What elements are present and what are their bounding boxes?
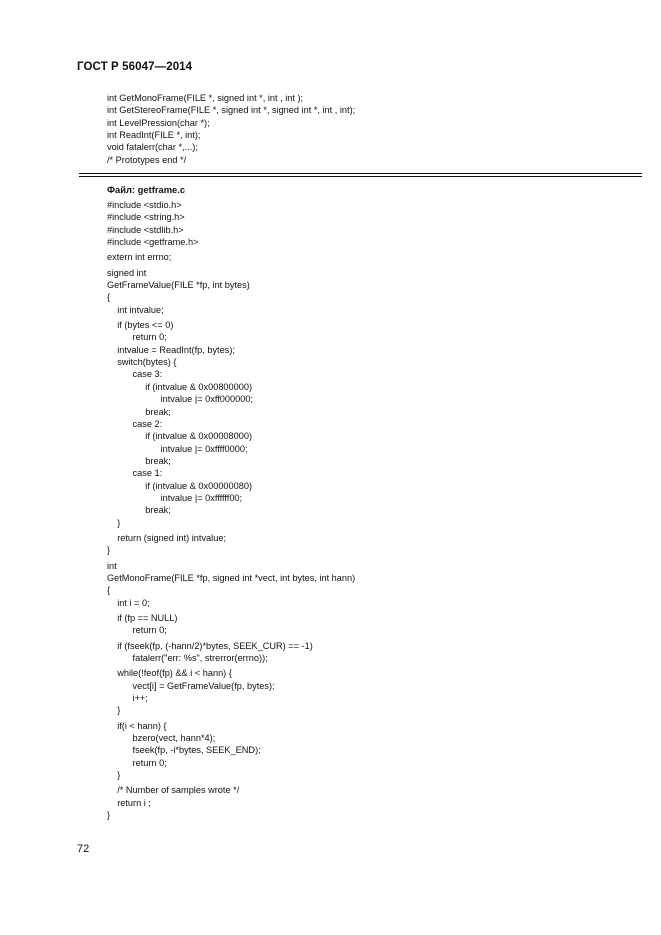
- code-line: /* Number of samples wrote */: [107, 785, 240, 796]
- code-line: int intvalue;: [107, 304, 164, 315]
- section-divider-bottom: [79, 176, 642, 177]
- code-line: void fatalerr(char *,...);: [107, 142, 198, 153]
- code-line: #include <stdlib.h>: [107, 224, 184, 235]
- code-line: int i = 0;: [107, 597, 150, 608]
- code-line: return (signed int) intvalue;: [107, 532, 226, 543]
- code-line: /* Prototypes end */: [107, 154, 187, 165]
- code-line: signed int: [107, 267, 147, 278]
- code-line: case 1:: [107, 468, 163, 479]
- document-header: ГОСТ Р 56047—2014: [77, 61, 193, 73]
- prototype-code-block: [107, 92, 355, 166]
- code-line: return i ;: [107, 797, 151, 808]
- code-line: intvalue = ReadInt(fp, bytes);: [107, 344, 235, 355]
- code-line: break;: [107, 455, 171, 466]
- code-line: while(!feof(fp) && i < hann) {: [107, 668, 232, 679]
- code-line: extern int errno;: [107, 252, 172, 263]
- code-line: case 3:: [107, 369, 163, 380]
- code-line: i++;: [107, 693, 148, 704]
- code-line: }: [107, 705, 121, 716]
- page-number: 72: [77, 843, 90, 855]
- code-line: return 0;: [107, 332, 167, 343]
- code-line: switch(bytes) {: [107, 357, 177, 368]
- code-line: int ReadInt(FILE *, int);: [107, 130, 201, 141]
- code-line: if (intvalue & 0x00000080): [107, 480, 253, 491]
- code-line: return 0;: [107, 757, 167, 768]
- code-line: }: [107, 517, 121, 528]
- code-line: if (intvalue & 0x00800000): [107, 381, 253, 392]
- code-line: }: [107, 810, 111, 821]
- code-line: }: [107, 770, 121, 781]
- code-line: if (fseek(fp, (-hann/2)*bytes, SEEK_CUR) == -1): [107, 640, 313, 651]
- code-line: GetMonoFrame(FILE *fp, signed int *vect, int bytes, int hann): [107, 572, 356, 583]
- code-line: int GetMonoFrame(FILE *, signed int *, int , int );: [107, 93, 304, 103]
- code-line: }: [107, 545, 111, 556]
- code-line: #include <getframe.h>: [107, 237, 199, 248]
- code-line: fseek(fp, -i*bytes, SEEK_END);: [107, 745, 261, 756]
- code-line: if (fp == NULL): [107, 613, 178, 623]
- section-divider-top: [79, 173, 642, 174]
- code-line: break;: [107, 406, 171, 417]
- code-line: intvalue |= 0xffff0000;: [107, 443, 248, 454]
- code-line: case 2:: [107, 418, 163, 429]
- code-line: int LevelPression(char *);: [107, 117, 210, 128]
- code-line: if(i < hann) {: [107, 720, 167, 731]
- code-line: return 0;: [107, 625, 167, 636]
- file-section-title: Файл: getframe.c: [107, 184, 186, 195]
- code-line: GetFrameValue(FILE *fp, int bytes): [107, 280, 250, 291]
- source-code-block: [107, 199, 355, 822]
- code-line: fatalerr("err: %s", strerror(errno));: [107, 653, 268, 664]
- code-line: bzero(vect, hann*4);: [107, 733, 216, 744]
- code-line: #include <stdio.h>: [107, 200, 182, 210]
- code-line: #include <string.h>: [107, 212, 185, 223]
- code-line: int: [107, 560, 117, 571]
- code-line: int GetStereoFrame(FILE *, signed int *, signed int *, int , int);: [107, 105, 356, 116]
- code-line: if (intvalue & 0x00008000): [107, 431, 253, 442]
- code-line: {: [107, 292, 111, 303]
- code-line: if (bytes <= 0): [107, 320, 174, 331]
- code-line: intvalue |= 0xff000000;: [107, 394, 253, 405]
- code-line: {: [107, 585, 111, 596]
- code-line: vect[i] = GetFrameValue(fp, bytes);: [107, 680, 275, 691]
- code-line: break;: [107, 505, 171, 516]
- code-line: intvalue |= 0xffffff00;: [107, 492, 243, 503]
